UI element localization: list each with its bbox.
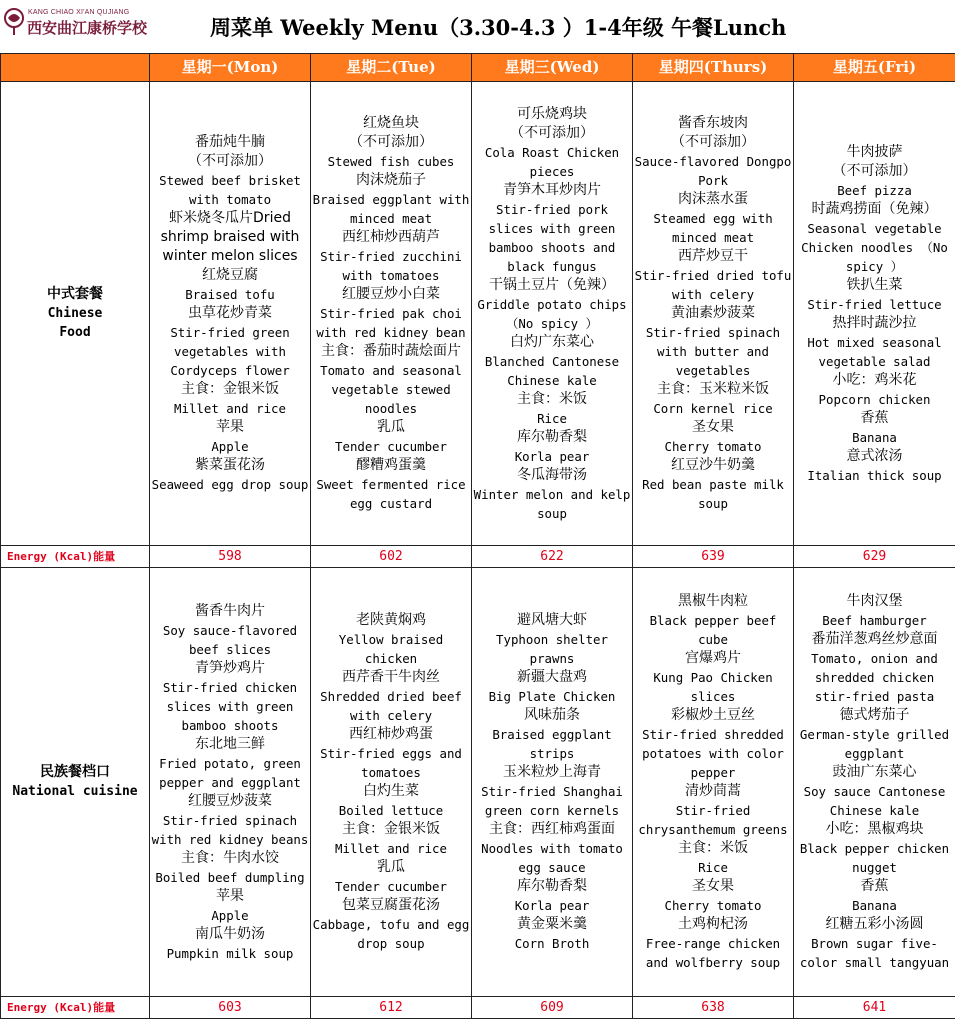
- menu-item: Stir-fried pak choi with red kidney bean: [316, 306, 466, 340]
- menu-item: Boiled lettuce: [338, 803, 444, 818]
- menu-item: Popcorn chicken: [818, 391, 931, 407]
- menu-item: 香蕉: [860, 878, 889, 894]
- energy-label: Energy (Kcal)能量: [1, 997, 150, 1019]
- category-label-en: Food: [59, 325, 91, 340]
- menu-item: Seasonal vegetable Chicken noodles （No spicy ）: [801, 220, 948, 274]
- menu-item: 黄油素炒菠菜: [671, 305, 755, 321]
- menu-item: （不可添加）: [510, 124, 594, 141]
- menu-item: 红糖五彩小汤圆: [825, 916, 924, 932]
- category-label-en: National cuisine: [12, 784, 138, 799]
- menu-item: Soy sauce Cantonese Chinese kale: [803, 784, 946, 818]
- menu-item: Stir-fried spinach with butter and vegetables: [645, 325, 781, 378]
- menu-item: Stewed beef brisket with tomato: [159, 173, 301, 207]
- menu-item: Stir-fried pork slices with green bamboo shoots and black fungus: [488, 201, 616, 274]
- menu-item: Italian thick soup: [807, 467, 942, 483]
- menu-item: 乳瓜: [377, 419, 405, 435]
- menu-table: [0, 53, 955, 1019]
- menu-item: Stir-fried Shanghai green corn kernels: [481, 784, 623, 818]
- school-name-en: KANG CHIAO XI'AN QUJIANG: [28, 9, 130, 16]
- menu-item: Tomato and seasonal vegetable stewed noodles: [320, 363, 462, 416]
- menu-item: Stir-fried zucchini with tomatoes: [320, 249, 462, 283]
- menu-item: （不可添加）: [349, 134, 433, 150]
- menu-item: Stir-fried green vegetables with Cordyceps flower: [170, 325, 290, 378]
- menu-item: Korla pear: [514, 448, 590, 464]
- menu-item: Fried potato, green pepper and eggplant: [159, 755, 301, 790]
- menu-item: 番茄炖牛腩: [195, 134, 265, 150]
- menu-item: 主食：金银米饭: [342, 821, 440, 837]
- menu-item: Typhoon shelter prawns: [496, 632, 608, 666]
- menu-item: 主食：玉米粒米饭: [657, 381, 769, 397]
- menu-item: 紫菜蛋花汤: [195, 457, 265, 473]
- energy-value: 602: [311, 546, 472, 568]
- menu-item: Hot mixed seasonal vegetable salad: [807, 334, 942, 369]
- menu-item: 意式浓汤: [846, 447, 903, 464]
- school-logo-icon: [4, 8, 24, 36]
- menu-item: Shredded dried beef with celery: [320, 689, 462, 723]
- menu-item: Banana: [852, 429, 897, 445]
- menu-item: Griddle potato chips（No spicy ）: [477, 296, 627, 331]
- menu-cell: [633, 82, 794, 546]
- menu-item: 牛肉汉堡: [846, 593, 903, 609]
- menu-item: 主食：番茄时蔬烩面片: [321, 343, 461, 359]
- menu-item: 西红柿炒西葫芦: [342, 229, 440, 245]
- menu-item: Red bean paste milk soup: [642, 477, 784, 511]
- menu-item: Big Plate Chicken: [488, 689, 616, 704]
- energy-value: 629: [794, 546, 955, 568]
- menu-item: 虾米烧冬瓜片Dried shrimp braised with winter melon slices: [160, 210, 300, 264]
- menu-item: 宫爆鸡片: [685, 650, 741, 666]
- menu-item: Yellow braised chicken: [338, 632, 444, 666]
- menu-item: 避风塘大虾: [517, 612, 587, 628]
- day-header: 星期二(Tue): [311, 54, 472, 82]
- menu-item: Cola Roast Chicken pieces: [484, 144, 620, 179]
- menu-cell: [311, 568, 472, 997]
- menu-item: Brown sugar five-color small tangyuan: [799, 936, 950, 970]
- menu-item: Stir-fried lettuce: [807, 296, 942, 312]
- day-header-row: [1, 54, 955, 82]
- energy-value: 612: [311, 997, 472, 1019]
- menu-item: 白灼广东菜心: [510, 333, 594, 350]
- menu-item: 库尔勒香梨: [517, 878, 587, 894]
- menu-item: Stir-fried chrysanthemum greens: [638, 803, 788, 837]
- national-cuisine-row: [1, 568, 955, 997]
- menu-item: 清炒茼蒿: [685, 783, 741, 799]
- energy-value: 638: [633, 997, 794, 1019]
- menu-item: 肉沫烧茄子: [356, 172, 426, 188]
- category-label-cn: 民族餐档口: [40, 764, 110, 780]
- menu-item: 主食：米饭: [517, 390, 587, 407]
- menu-item: 老陕黄焖鸡: [356, 612, 426, 628]
- menu-item: 可乐烧鸡块: [517, 105, 587, 122]
- menu-item: 酱香牛肉片: [195, 602, 265, 619]
- menu-cell: [311, 82, 472, 546]
- menu-cell: [150, 568, 311, 997]
- category-label-cn: 中式套餐: [47, 286, 103, 302]
- menu-item: Beef hamburger: [822, 613, 927, 628]
- menu-item: 风味茄条: [524, 707, 580, 723]
- menu-item: （不可添加）: [671, 134, 755, 150]
- menu-item: 黄金粟米羹: [517, 916, 587, 932]
- day-header: 星期四(Thurs): [633, 54, 794, 82]
- corner-cell: [1, 54, 150, 82]
- school-name-cn: 西安曲江康桥学校: [27, 19, 148, 37]
- menu-item: Black pepper chicken nugget: [799, 841, 950, 875]
- menu-item: Noodles with tomato egg sauce: [481, 841, 623, 875]
- menu-item: 酱香东坡肉: [678, 115, 748, 131]
- menu-item: Cherry tomato: [664, 439, 762, 454]
- energy-value: 603: [150, 997, 311, 1019]
- menu-item: 土鸡枸杞汤: [678, 916, 748, 932]
- menu-item: Millet and rice: [174, 401, 286, 416]
- menu-item: 东北地三鲜: [195, 735, 265, 752]
- energy-value: 609: [472, 997, 633, 1019]
- menu-item: Banana: [852, 898, 897, 913]
- menu-item: Pumpkin milk soup: [166, 945, 294, 961]
- menu-item: 铁扒生菜: [846, 276, 903, 293]
- menu-item: 黑椒牛肉粒: [678, 593, 748, 609]
- menu-item: Sweet fermented rice egg custard: [316, 477, 466, 511]
- category-label: [1, 82, 150, 546]
- menu-item: Free-range chicken and wolfberry soup: [645, 936, 781, 970]
- menu-item: 圣女果: [692, 878, 734, 894]
- energy-row: [1, 997, 955, 1019]
- menu-cell: [794, 568, 955, 997]
- menu-item: Apple: [211, 907, 249, 923]
- day-header: 星期五(Fri): [794, 54, 955, 82]
- menu-item: 西芹炒豆干: [678, 248, 748, 264]
- menu-item: Braised eggplant strips: [492, 727, 612, 761]
- menu-item: 白灼生菜: [363, 783, 419, 799]
- menu-item: Rice: [537, 410, 567, 426]
- menu-item: Tomato, onion and shredded chicken stir-fried pasta: [811, 651, 938, 704]
- menu-item: 主食：金银米饭: [181, 381, 279, 397]
- menu-item: Sauce-flavored Dongpo Pork: [634, 154, 792, 188]
- menu-item: 红烧豆腐: [202, 267, 258, 283]
- menu-item: Soy sauce-flavored beef slices: [162, 622, 298, 657]
- energy-value: 598: [150, 546, 311, 568]
- menu-item: 肉沫蒸水蛋: [678, 191, 748, 207]
- day-header: 星期一(Mon): [150, 54, 311, 82]
- menu-item: 虫草花炒青菜: [188, 305, 272, 321]
- menu-item: 时蔬鸡捞面（免辣）: [811, 200, 938, 217]
- menu-item: Corn Broth: [514, 936, 590, 951]
- menu-item: 包菜豆腐蛋花汤: [342, 897, 440, 913]
- page-header: [0, 0, 955, 53]
- menu-item: 乳瓜: [377, 859, 405, 875]
- menu-item: 新疆大盘鸡: [517, 669, 587, 685]
- menu-item: Cabbage, tofu and egg drop soup: [312, 917, 470, 951]
- menu-item: 小吃：鸡米花: [832, 371, 917, 388]
- menu-cell: [150, 82, 311, 546]
- menu-item: Millet and rice: [335, 841, 447, 856]
- menu-item: Stir-fried chicken slices with green bamboo shoots: [162, 679, 298, 733]
- menu-item: 圣女果: [692, 419, 734, 435]
- menu-item: 西红柿炒鸡蛋: [349, 726, 433, 742]
- menu-cell: [472, 82, 633, 546]
- menu-item: 苹果: [216, 419, 244, 435]
- menu-item: Braised tofu: [185, 287, 275, 302]
- energy-label: Energy (Kcal)能量: [1, 546, 150, 568]
- menu-item: 小吃：黑椒鸡块: [825, 821, 924, 837]
- menu-item: Cherry tomato: [664, 898, 762, 913]
- menu-cell: [794, 82, 955, 546]
- day-header: 星期三(Wed): [472, 54, 633, 82]
- menu-item: 青笋炒鸡片: [195, 659, 265, 676]
- menu-item: Stir-fried shredded potatoes with color pepper: [642, 727, 784, 780]
- menu-item: 德式烤茄子: [839, 707, 910, 723]
- menu-item: Boiled beef dumpling: [155, 869, 305, 885]
- menu-item: 豉油广东菜心: [832, 764, 917, 780]
- menu-item: 彩椒炒土豆丝: [671, 707, 755, 723]
- menu-item: 红腰豆炒菠菜: [188, 792, 272, 809]
- menu-item: 南瓜牛奶汤: [195, 925, 265, 942]
- energy-row: [1, 546, 955, 568]
- menu-item: 库尔勒香梨: [517, 428, 587, 445]
- menu-item: Korla pear: [514, 898, 590, 913]
- menu-item: Beef pizza: [837, 182, 912, 198]
- chinese-food-row: [1, 82, 955, 546]
- menu-item: 红腰豆炒小白菜: [342, 286, 440, 302]
- category-label: [1, 568, 150, 997]
- menu-item: （不可添加）: [832, 162, 917, 179]
- menu-item: Steamed egg with minced meat: [653, 211, 773, 245]
- menu-item: （不可添加）: [188, 153, 272, 169]
- menu-item: 牛肉披萨: [846, 143, 903, 160]
- menu-item: Braised eggplant with minced meat: [312, 192, 470, 226]
- menu-item: 主食：牛肉水饺: [181, 849, 279, 866]
- menu-item: Black pepper beef cube: [649, 613, 777, 647]
- menu-item: Blanched Cantonese Chinese kale: [484, 353, 620, 388]
- menu-item: Rice: [698, 860, 728, 875]
- energy-value: 639: [633, 546, 794, 568]
- menu-item: 醪糟鸡蛋羹: [356, 457, 426, 473]
- menu-item: 干锅土豆片（免辣）: [489, 276, 615, 293]
- menu-item: Corn kernel rice: [653, 401, 773, 416]
- menu-item: 冬瓜海带汤: [517, 466, 587, 483]
- menu-item: 红烧鱼块: [363, 115, 419, 131]
- menu-item: Kung Pao Chicken slices: [653, 670, 773, 704]
- menu-item: Tender cucumber: [335, 879, 447, 894]
- menu-item: 番茄洋葱鸡丝炒意面: [811, 631, 938, 647]
- menu-cell: [633, 568, 794, 997]
- menu-item: Tender cucumber: [335, 439, 447, 454]
- menu-item: Stir-fried eggs and tomatoes: [320, 746, 462, 780]
- menu-item: Stewed fish cubes: [327, 154, 455, 169]
- category-label-en: Chinese: [47, 306, 103, 321]
- menu-item: 主食：西红柿鸡蛋面: [489, 821, 615, 837]
- menu-item: Winter melon and kelp soup: [473, 486, 631, 521]
- menu-item: 青笋木耳炒肉片: [503, 181, 601, 198]
- menu-item: 西芹香干牛肉丝: [342, 669, 440, 685]
- menu-item: 主食：米饭: [678, 840, 748, 856]
- menu-item: 热拌时蔬沙拉: [832, 314, 917, 331]
- menu-item: Stir-fried spinach with red kidney beans: [151, 812, 309, 847]
- menu-item: Stir-fried dried tofu with celery: [634, 268, 792, 302]
- page-title: 周菜单 Weekly Menu（3.30-4.3 ）1-4年级 午餐Lunch: [210, 15, 787, 40]
- menu-item: German-style grilled eggplant: [799, 727, 950, 761]
- menu-item: Apple: [211, 439, 249, 454]
- menu-item: 红豆沙牛奶羹: [671, 457, 755, 473]
- menu-item: 苹果: [216, 887, 244, 904]
- menu-item: 玉米粒炒上海青: [503, 764, 601, 780]
- energy-value: 622: [472, 546, 633, 568]
- menu-item: Seaweed egg drop soup: [151, 477, 309, 492]
- menu-cell: [472, 568, 633, 997]
- energy-value: 641: [794, 997, 955, 1019]
- menu-item: 香蕉: [860, 409, 889, 426]
